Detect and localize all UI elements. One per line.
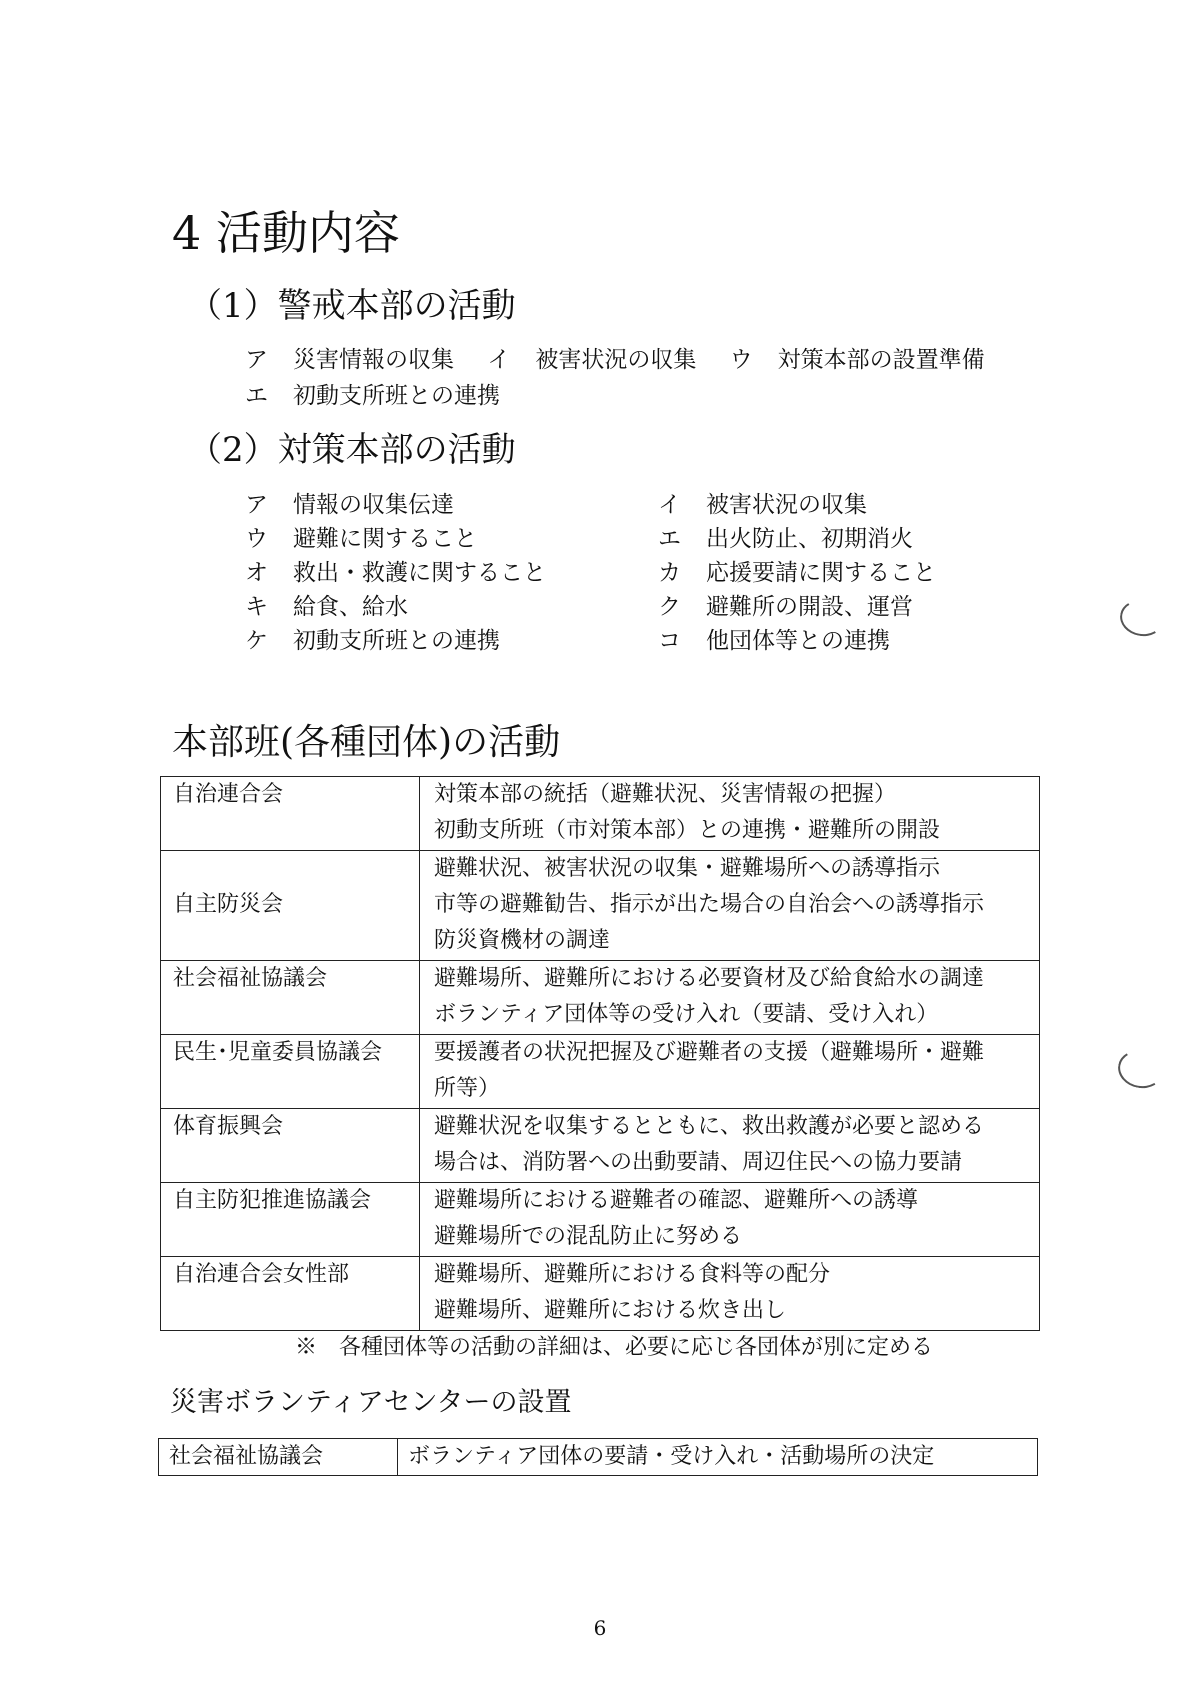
activity-line: 所等） <box>434 1076 501 1101</box>
table-row <box>159 1439 1038 1476</box>
item-marker: ケ <box>245 628 268 654</box>
item-marker: コ <box>658 628 681 654</box>
item-text: 初動支所班との連携 <box>293 628 500 654</box>
subsection-title-alert-hq: （1）警戒本部の活動 <box>188 286 516 326</box>
list-item <box>245 624 546 658</box>
section-heading: 4 活動内容 <box>172 206 400 260</box>
org-activities-title: 本部班(各種団体)の活動 <box>172 722 561 763</box>
item-text: 避難所の開設、運営 <box>706 594 913 620</box>
activity-cell <box>420 1257 1040 1331</box>
item-text: 被害状況の収集 <box>535 347 697 373</box>
table-row <box>161 777 1040 851</box>
item-text: 情報の収集伝達 <box>293 492 454 518</box>
activity-line: 市等の避難勧告、指示が出た場合の自治会への誘導指示 <box>434 892 985 917</box>
activity-cell <box>420 777 1040 851</box>
activity-cell <box>420 961 1040 1035</box>
item-marker: ク <box>658 594 681 620</box>
page-number: 6 <box>593 1616 607 1640</box>
list-item <box>245 590 546 624</box>
item-marker: エ <box>245 383 268 409</box>
punch-hole-mark-bottom <box>1115 1046 1167 1091</box>
item-marker: キ <box>245 594 268 620</box>
item-marker: ア <box>245 347 268 373</box>
list-item <box>245 556 546 590</box>
activity-line: 避難場所、避難所における必要資材及び給食給水の調達 <box>434 966 985 991</box>
item-text: 対策本部の設置準備 <box>777 347 985 373</box>
activity-line: 避難場所での混乱防止に努める <box>434 1224 743 1249</box>
item-text: 初動支所班との連携 <box>293 383 500 409</box>
response-hq-right-column <box>658 488 936 658</box>
item-marker: ウ <box>245 526 268 552</box>
list-item <box>658 624 936 658</box>
activity-cell <box>420 1035 1040 1109</box>
item-marker: ア <box>245 492 268 518</box>
activity-cell: ボランティア団体の要請・受け入れ・活動場所の決定 <box>398 1439 1038 1476</box>
activity-line: 要援護者の状況把握及び避難者の支援（避難場所・避難 <box>434 1040 985 1065</box>
item-text: 他団体等との連携 <box>706 628 890 654</box>
activity-cell <box>420 1183 1040 1257</box>
org-name-cell: 社会福祉協議会 <box>161 961 420 1035</box>
item-text: 救出・救護に関すること <box>293 560 546 586</box>
table-row <box>161 851 1040 961</box>
item-text: 応援要請に関すること <box>706 560 936 586</box>
alert-hq-row-2 <box>245 379 500 413</box>
org-name-cell: 自主防犯推進協議会 <box>161 1183 420 1257</box>
list-item <box>245 488 546 522</box>
activity-line: 避難場所、避難所における炊き出し <box>434 1298 787 1323</box>
table-row <box>161 1035 1040 1109</box>
item-text: 出火防止、初期消火 <box>706 526 913 552</box>
list-item <box>658 590 936 624</box>
org-name-cell: 自治連合会女性部 <box>161 1257 420 1331</box>
list-item <box>658 488 936 522</box>
item-marker: イ <box>487 347 511 373</box>
org-activities-table <box>160 776 1040 1331</box>
item-marker: オ <box>245 560 268 586</box>
item-text: 給食、給水 <box>293 594 408 620</box>
activity-line: 避難状況、被害状況の収集・避難場所への誘導指示 <box>434 856 941 881</box>
list-item <box>658 522 936 556</box>
activity-line: 避難場所における避難者の確認、避難所への誘導 <box>434 1188 919 1213</box>
table-row <box>161 1109 1040 1183</box>
punch-hole-mark-top <box>1117 596 1167 639</box>
list-item <box>658 556 936 590</box>
item-text: 災害情報の収集 <box>293 347 454 373</box>
item-marker: エ <box>658 526 681 552</box>
activity-line: 場合は、消防署への出動要請、周辺住民への協力要請 <box>434 1150 963 1175</box>
table-row <box>161 1183 1040 1257</box>
org-name-cell: 自治連合会 <box>161 777 420 851</box>
org-name-cell: 民生･児童委員協議会 <box>161 1035 420 1109</box>
item-marker: イ <box>658 492 681 518</box>
table-footnote: ※ 各種団体等の活動の詳細は、必要に応じ各団体が別に定める <box>295 1335 934 1360</box>
activity-line: 対策本部の統括（避難状況、災害情報の把握） <box>434 782 897 807</box>
list-item <box>245 522 546 556</box>
alert-hq-row-1 <box>245 343 985 377</box>
item-marker: カ <box>658 560 681 586</box>
activity-line: 避難場所、避難所における食料等の配分 <box>434 1262 831 1287</box>
item-marker: ウ <box>729 347 753 373</box>
org-name-cell: 社会福祉協議会 <box>159 1439 398 1476</box>
activity-line: ボランティア団体等の受け入れ（要請、受け入れ） <box>434 1002 939 1027</box>
activity-cell <box>420 851 1040 961</box>
volunteer-center-title: 災害ボランティアセンターの設置 <box>170 1387 572 1418</box>
activity-cell <box>420 1109 1040 1183</box>
subsection-title-response-hq: （2）対策本部の活動 <box>188 430 516 470</box>
org-name-cell: 自主防災会 <box>161 851 420 961</box>
item-text: 避難に関すること <box>293 526 477 552</box>
response-hq-left-column <box>245 488 546 658</box>
activity-line: 避難状況を収集するとともに、救出救護が必要と認める <box>434 1114 985 1139</box>
activity-line: 防災資機材の調達 <box>434 928 611 953</box>
table-row <box>161 961 1040 1035</box>
org-name-cell: 体育振興会 <box>161 1109 420 1183</box>
activity-line: 初動支所班（市対策本部）との連携・避難所の開設 <box>434 818 941 843</box>
item-text: 被害状況の収集 <box>706 492 867 518</box>
volunteer-center-table <box>158 1438 1038 1476</box>
table-row <box>161 1257 1040 1331</box>
